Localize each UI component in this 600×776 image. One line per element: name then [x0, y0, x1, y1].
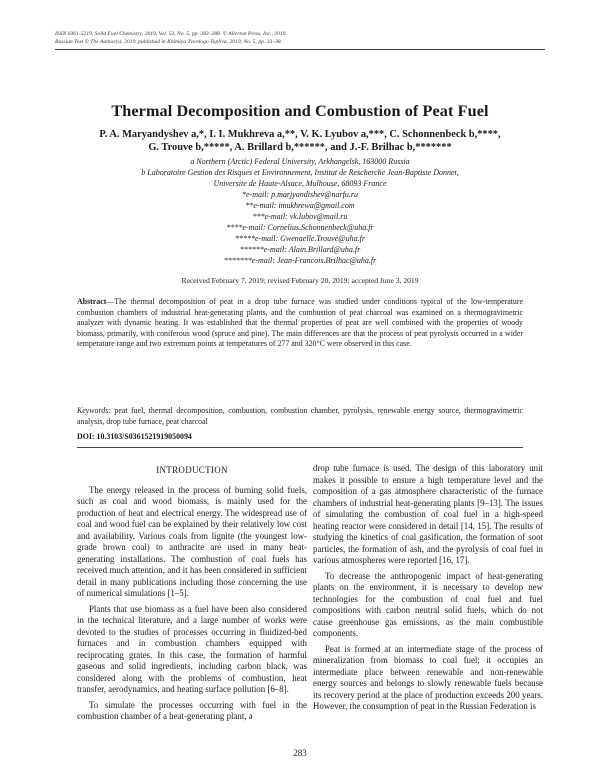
author-line-2: G. Trouve b,*****, A. Brillard b,******, and J.-F. Brilhac b,*******: [148, 142, 452, 153]
email-item: ****e-mail: Cornelius.Schonnenbeck@uha.fr: [226, 223, 374, 232]
keywords: [77, 406, 523, 427]
page-number: 283: [293, 748, 307, 758]
affiliation-b-cont: Universite de Haute-Alsace, Mulhouse, 68093 France: [213, 179, 387, 189]
section-heading-introduction: INTRODUCTION: [156, 465, 228, 475]
abstract: [77, 297, 523, 350]
email-item: *e-mail: p.marjyandishev@narfu.ru: [241, 190, 358, 199]
paragraph: The energy released in the process of burning solid fuels, such as coal and wood biomass, is mainly used for the production of heat and electrical energy. The widespread use of coal and wood fuel can be explained by their relatively low cost and availability. Various coals from lignite (the youngest low-grade brown coal) to anthracite are used in many heat-generating installations. The combustion of coal fuels has received much attention, and it has been considered in sufficient detail in many publications including those concerning the use of numerical simulations [1–5].: [77, 484, 307, 598]
journal-header-line-1: ISSN 0361-5219, Solid Fuel Chemistry, 2019, Vol. 53, No. 5, pp. 283–288. © Allerton Press, Inc., 2019.: [55, 31, 287, 37]
right-column: [313, 463, 543, 717]
paragraph: Peat is formed at an intermediate stage of the process of mineralization from biomass to coal fuel; it occupies an intermediate place between renewable and non-renewable energy sources and belongs to slowly renewable fuels because its recovery period at the place of production exceeds 200 years. However, the consumption of peat in the Russian Federation is: [313, 643, 543, 711]
paper-title: Thermal Decomposition and Combustion of Peat Fuel: [111, 102, 489, 120]
abstract-text: —The thermal decomposition of peat in a drop tube furnace was studied under conditions typical of the low-temperature combustion chambers of industrial heat-generating plants, and the combustion of peat charcoal was examined on a thermogravimetric analyzer with dynamic heating. It was established that the thermal properties of peat are well combined with the properties of woody biomass, primarily, with coniferous wood (spruce and pine). The main differences are that the process of peat pyrolysis occurred in a wider temperature range and two extremum points at temperatures of 277 and 320°C were observed in this case.: [77, 297, 523, 349]
left-column: [77, 461, 307, 727]
journal-header-line-2: Russian Text © The Author(s), 2019, published in Khimiya Tverdogo Topliva, 2019, No. 5, pp. 33–38.: [55, 39, 283, 45]
affiliation-b: b Laboratoire Gestion des Risques et Environnement, Institut de Rescherche Jean-Baptiste Donnet,: [141, 168, 459, 178]
email-item: ******e-mail: Alain.Brillard@uha.fr: [239, 245, 361, 254]
paragraph: To decrease the anthropogenic impact of heat-generating plants on the environment, it is necessary to develop new technologies for the combustion of coal fuel and fuel compositions with carbon neutral solid fuels, which do not cause greenhouse gas emissions, as the main combustible components.: [313, 570, 543, 638]
abstract-label: Abstract: [77, 297, 107, 306]
doi: DOI: 10.3103/S0361521919050094: [77, 432, 192, 441]
email-item: ***e-mail: vk.lubov@mail.ru: [252, 212, 348, 221]
header-divider: [55, 49, 545, 50]
affiliation-a: a Northern (Arctic) Federal University, Arkhangelsk, 163000 Russia: [190, 157, 410, 166]
email-item: *****e-mail: Gwenaelle.Trouve@uha.fr: [235, 234, 365, 243]
keywords-label: Keywords:: [77, 406, 111, 415]
received-dates: Received February 7, 2019; revised February 20, 2019; accepted June 3, 2019: [181, 276, 419, 285]
email-list: [60, 189, 540, 266]
paragraph: Plants that use biomass as a fuel have been also considered in the technical literature, and a large number of works were devoted to the studies of processes occurring in fluidized-bed furnaces and in combustion chambers equipped with reciprocating grates. In this case, the formation of harmful gaseous and solid ingredients, including carbon black, was considered along with the problems of combustion, heat transfer, aerodynamics, and heating surface pollution [6–8].: [77, 603, 307, 694]
author-line-1: P. A. Maryandyshev a,*, I. I. Mukhreva a,**, V. K. Lyubov a,***, C. Schonnenbeck b,****,: [99, 129, 501, 140]
keywords-text: peat fuel, thermal decomposition, combustion, combustion chamber, pyrolysis, renewable energy source, thermogravimetric analysis, drop tube furnace, peat charcoal: [77, 406, 523, 426]
affiliations: [60, 156, 540, 189]
abstract-divider: [77, 447, 523, 448]
paragraph: To simulate the processes occurring with fuel in the combustion chamber of a heat-generating plant, a: [77, 699, 307, 721]
author-list: [55, 128, 545, 154]
journal-header: [55, 30, 545, 46]
email-item: **e-mail: imukhrewa@gmail.com: [245, 201, 355, 210]
paragraph: drop tube furnace is used. The design of this laboratory unit makes it possible to ensure a high temperature level and the composition of a gas atmosphere characteristic of the furnace chambers of industrial heat-generating plants [9–13]. The issues of simulating the combustion of coal fuel in a high-speed heating reactor were considered in detail [14, 15]. The results of studying the kinetics of coal gasification, the formation of soot particles, the formation of ash, and the pyrolysis of coal fuel in various atmospheres were reported [16, 17].: [313, 463, 543, 565]
email-item: *******e-mail: Jean-Francois.Brilhac@uha.fr: [223, 256, 377, 265]
